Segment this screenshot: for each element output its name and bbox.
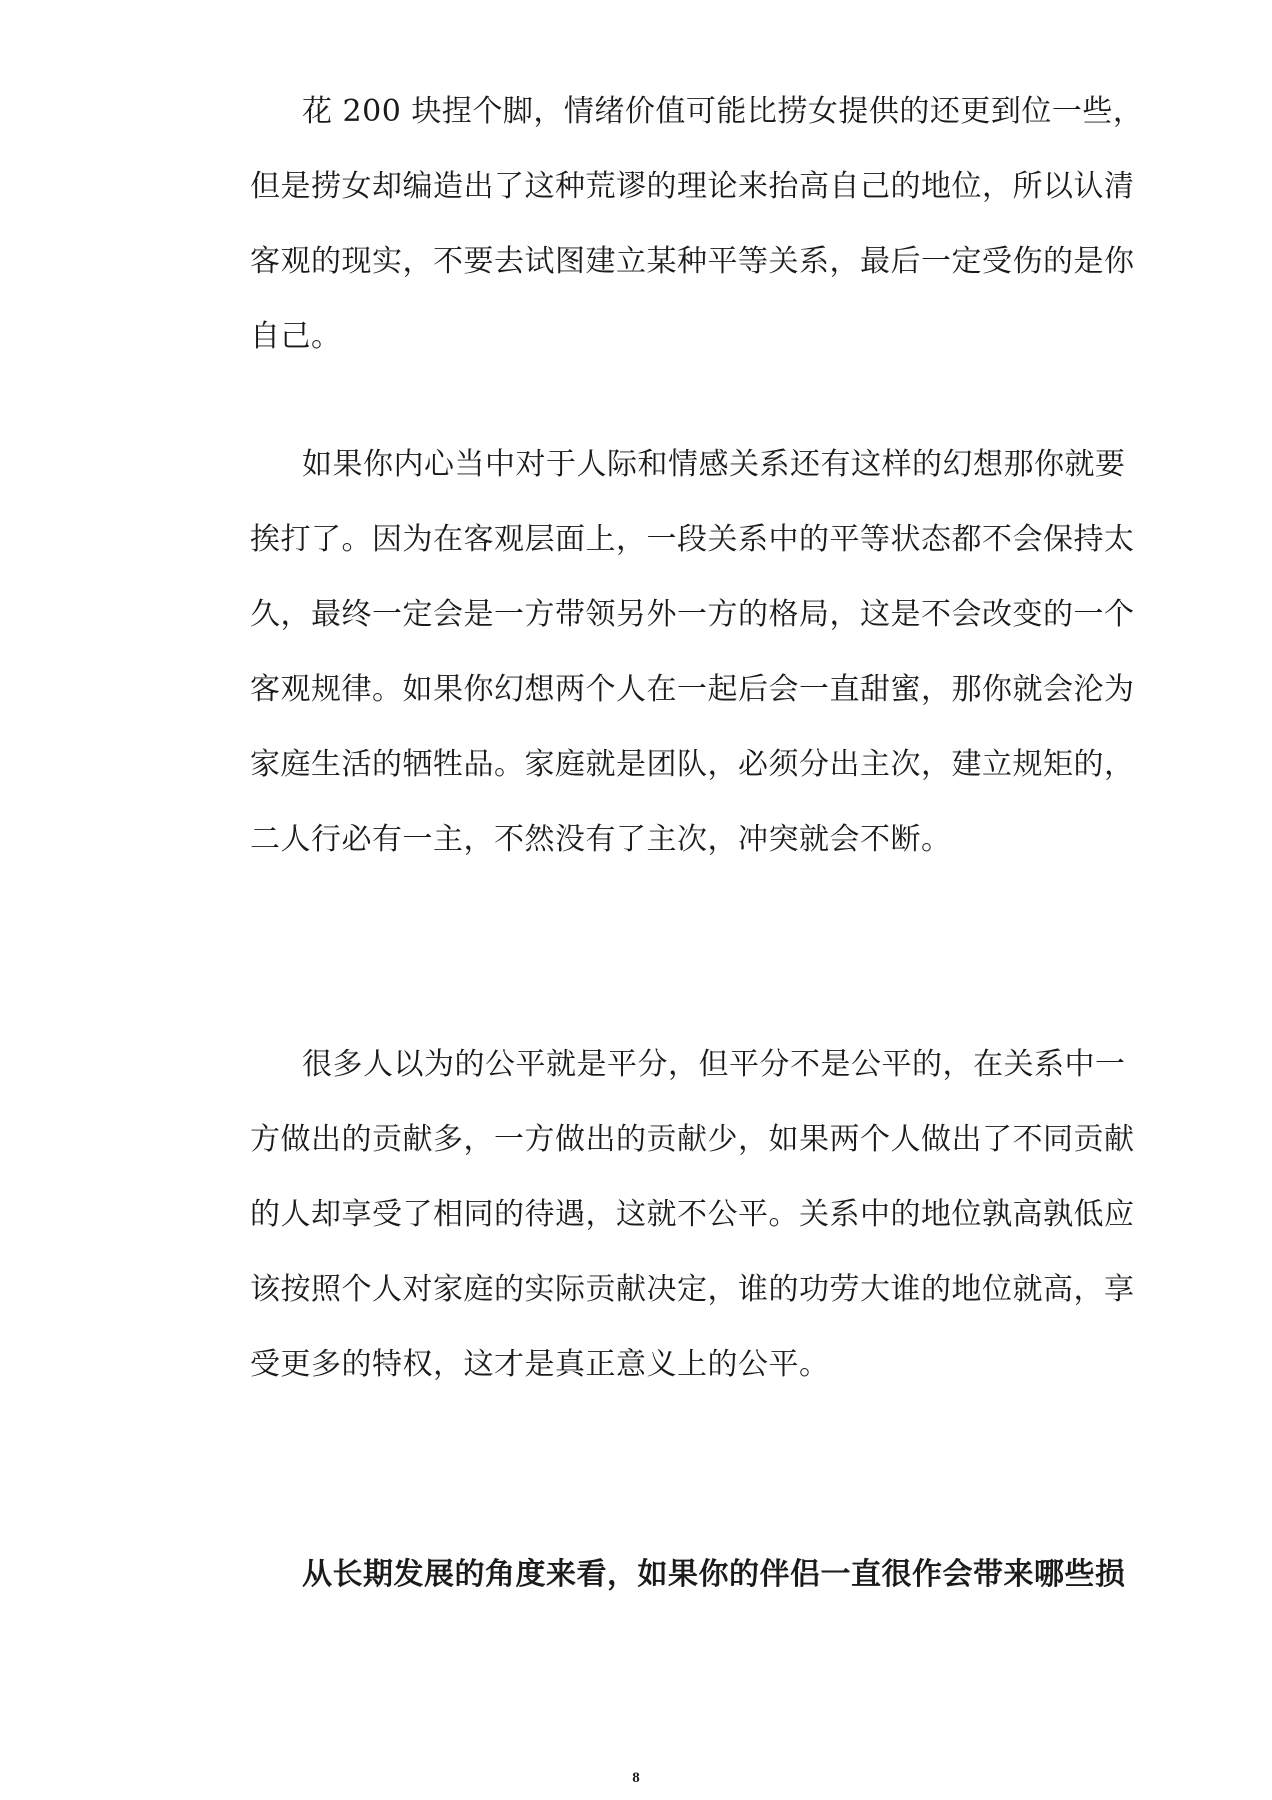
paragraph-2-line-1: 如果你内心当中对于人际和情感关系还有这样的幻想那你就要 [302,447,1126,482]
paragraph-2-line-5: 家庭生活的牺牲品。家庭就是团队，必须分出主次，建立规矩的， [250,747,1135,782]
paragraph-2-line-4: 客观规律。如果你幻想两个人在一起后会一直甜蜜，那你就会沦为 [250,672,1135,707]
page-number: 8 [632,1770,640,1786]
paragraph-2-line-6: 二人行必有一主，不然没有了主次，冲突就会不断。 [250,822,952,857]
paragraph-1-line-4: 自己。 [250,319,342,354]
section-heading: 从长期发展的角度来看，如果你的伴侣一直很作会带来哪些损 [302,1557,1126,1592]
paragraph-2-line-2: 挨打了。因为在客观层面上，一段关系中的平等状态都不会保持太 [250,522,1135,557]
paragraph-3-line-2: 方做出的贡献多，一方做出的贡献少，如果两个人做出了不同贡献 [250,1122,1135,1157]
paragraph-3-line-4: 该按照个人对家庭的实际贡献决定，谁的功劳大谁的地位就高，享 [250,1272,1135,1307]
paragraph-3-line-5: 受更多的特权，这才是真正意义上的公平。 [250,1347,830,1382]
paragraph-3-line-1: 很多人以为的公平就是平分，但平分不是公平的，在关系中一 [302,1047,1126,1082]
paragraph-1-line-1: 花 200 块捏个脚，情绪价值可能比捞女提供的还更到位一些， [302,94,1144,129]
paragraph-1-line-3: 客观的现实，不要去试图建立某种平等关系，最后一定受伤的是你 [250,244,1135,279]
paragraph-1-line-2: 但是捞女却编造出了这种荒谬的理论来抬高自己的地位，所以认清 [250,169,1135,204]
paragraph-3-line-3: 的人却享受了相同的待遇，这就不公平。关系中的地位孰高孰低应 [250,1197,1135,1232]
paragraph-2-line-3: 久，最终一定会是一方带领另外一方的格局，这是不会改变的一个 [250,597,1135,632]
